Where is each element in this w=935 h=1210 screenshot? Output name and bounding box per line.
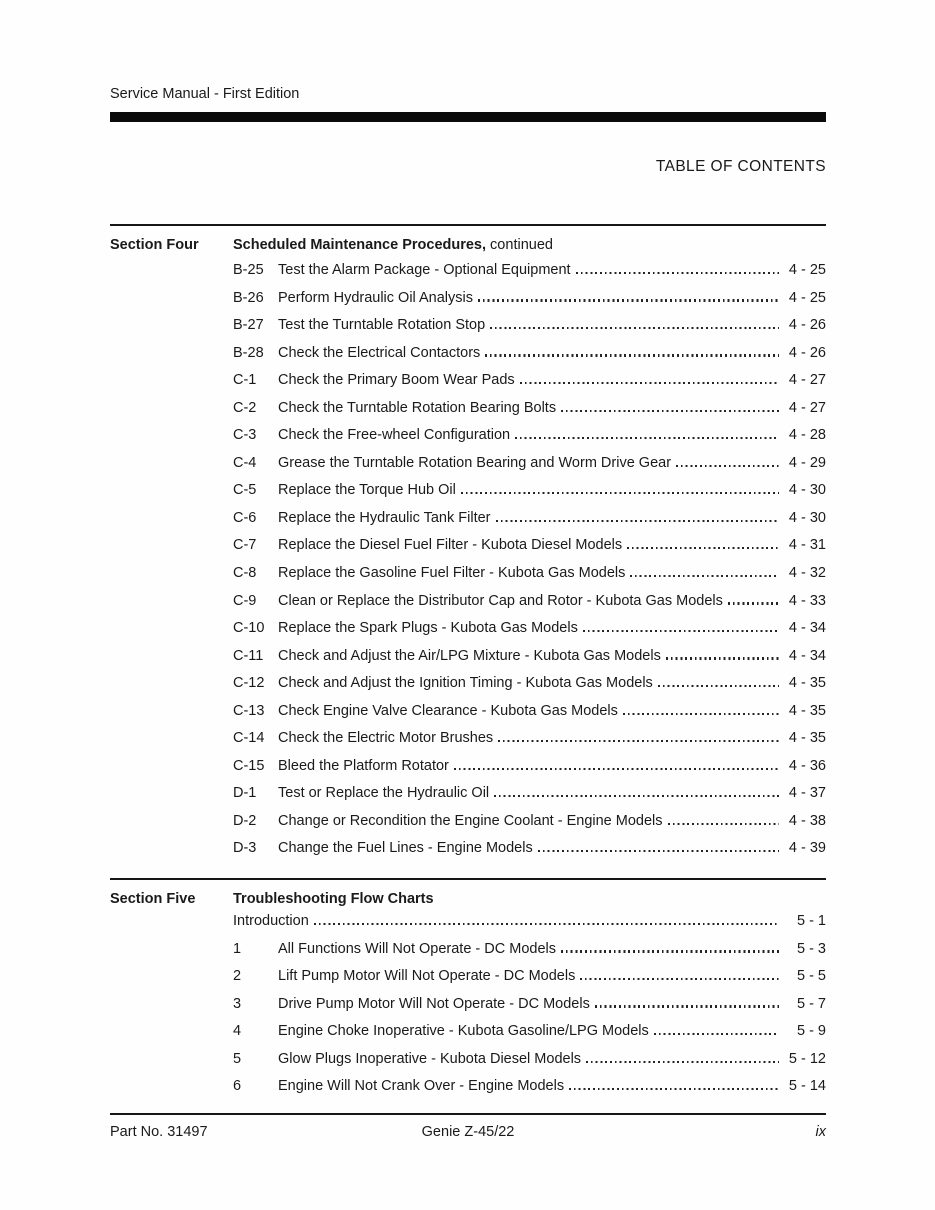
toc-item-title: Check the Turntable Rotation Bearing Bolts <box>278 399 557 416</box>
toc-item-id: C-9 <box>233 592 257 609</box>
dot-leader <box>668 823 780 825</box>
toc-item-title: Test the Turntable Rotation Stop <box>278 317 486 334</box>
toc-row <box>233 730 826 758</box>
toc-item-id: C-13 <box>233 702 265 719</box>
toc-item-page: 5 - 14 <box>788 1078 826 1095</box>
dot-leader <box>630 575 779 577</box>
page-footer <box>110 1124 826 1140</box>
header-divider-bar <box>110 112 826 122</box>
toc-item-id: C-1 <box>233 372 257 389</box>
toc-item-title: Introduction <box>233 913 309 929</box>
footer-rule <box>110 1113 826 1115</box>
dot-leader <box>586 1061 779 1063</box>
toc-item-id: 2 <box>233 968 242 985</box>
toc-item-page: 4 - 30 <box>788 482 826 499</box>
toc-item-id: 3 <box>233 995 242 1012</box>
toc-item-page: 4 - 25 <box>788 262 826 278</box>
dot-leader <box>569 1088 779 1090</box>
toc-item-title: Replace the Hydraulic Tank Filter <box>278 509 491 526</box>
toc-item-title: Check and Adjust the Air/LPG Mixture - Kubota Gas Models <box>278 647 661 664</box>
section-five-header <box>110 891 826 907</box>
toc-item-title: Replace the Diesel Fuel Filter - Kubota Diesel Models <box>278 537 623 554</box>
toc-row <box>233 758 826 786</box>
toc-item-id: C-10 <box>233 620 265 637</box>
toc-item-page: 4 - 27 <box>788 372 826 389</box>
toc-item-title: Drive Pump Motor Will Not Operate - DC Models <box>278 995 590 1012</box>
toc-item-id: 1 <box>233 940 242 957</box>
dot-leader <box>658 685 779 687</box>
toc-item-page: 5 - 3 <box>796 940 826 957</box>
toc-row <box>233 565 826 593</box>
toc-item-page: 4 - 31 <box>788 537 826 554</box>
toc-row <box>233 455 826 483</box>
dot-leader <box>515 437 779 439</box>
dot-leader <box>485 354 779 356</box>
toc-item-title: Grease the Turntable Rotation Bearing and Worm Drive Gear <box>278 454 672 471</box>
toc-item-title: Change the Fuel Lines - Engine Models <box>278 840 533 857</box>
toc-item-page: 4 - 32 <box>788 565 826 582</box>
toc-item-id: C-6 <box>233 509 257 526</box>
toc-item-id: C-4 <box>233 454 257 471</box>
toc-item-id: D-3 <box>233 840 257 857</box>
toc-item-page: 4 - 39 <box>788 840 826 857</box>
toc-item-page: 5 - 1 <box>796 913 826 929</box>
toc-row <box>233 427 826 455</box>
section-four-heading-suffix: continued <box>486 237 553 253</box>
toc-item-id: 5 <box>233 1050 242 1067</box>
toc-item-id: B-28 <box>233 344 264 361</box>
toc-row <box>233 290 826 318</box>
toc-item-title: Replace the Gasoline Fuel Filter - Kubota Gas Models <box>278 565 626 582</box>
toc-item-page: 4 - 34 <box>788 647 826 664</box>
dot-leader <box>627 547 779 549</box>
toc-item-page: 4 - 36 <box>788 757 826 774</box>
dot-leader <box>520 382 779 384</box>
toc-item-title: Engine Choke Inoperative - Kubota Gasoline/LPG Models <box>278 1023 649 1040</box>
footer-page-number: ix <box>815 1124 827 1140</box>
toc-item-title: Clean or Replace the Distributor Cap and Rotor - Kubota Gas Models <box>278 592 723 609</box>
toc-item-page: 5 - 9 <box>796 1023 826 1040</box>
toc-row <box>233 262 826 290</box>
toc-item-title: Check the Electric Motor Brushes <box>278 730 494 747</box>
page-title: TABLE OF CONTENTS <box>655 158 826 175</box>
toc-item-id: B-27 <box>233 317 264 334</box>
toc-item-page: 4 - 35 <box>788 730 826 747</box>
dot-leader <box>595 1005 779 1007</box>
toc-row <box>233 620 826 648</box>
toc-row <box>233 785 826 813</box>
toc-item-page: 4 - 35 <box>788 675 826 692</box>
footer-part-number: Part No. 31497 <box>110 1124 208 1140</box>
section-four-header <box>110 237 826 253</box>
dot-leader <box>538 850 779 852</box>
section-five-label: Section Five <box>110 891 196 907</box>
toc-item-title: Check the Electrical Contactors <box>278 344 481 361</box>
toc-item-page: 4 - 27 <box>788 399 826 416</box>
toc-item-title: Glow Plugs Inoperative - Kubota Diesel Models <box>278 1050 582 1067</box>
toc-item-page: 4 - 25 <box>788 289 826 306</box>
dot-leader <box>728 602 779 604</box>
toc-item-title: Change or Recondition the Engine Coolant - Engine Models <box>278 812 663 829</box>
toc-item-page: 5 - 7 <box>796 995 826 1012</box>
dot-leader <box>666 657 779 659</box>
toc-row <box>233 345 826 373</box>
toc-item-page: 4 - 35 <box>788 702 826 719</box>
dot-leader <box>314 923 779 925</box>
toc-row <box>233 1023 826 1051</box>
toc-item-page: 4 - 29 <box>788 454 826 471</box>
toc-item-page: 4 - 26 <box>788 344 826 361</box>
toc-item-page: 4 - 28 <box>788 427 826 444</box>
toc-item-title: All Functions Will Not Operate - DC Models <box>278 940 556 957</box>
toc-row <box>233 968 826 996</box>
toc-item-id: C-2 <box>233 399 257 416</box>
section-four-items <box>233 262 826 868</box>
toc-item-id: B-26 <box>233 289 264 306</box>
dot-leader <box>498 740 779 742</box>
toc-item-title: Bleed the Platform Rotator <box>278 757 449 774</box>
header-edition-label: Service Manual - First Edition <box>110 86 300 102</box>
toc-row <box>233 400 826 428</box>
toc-item-id: C-5 <box>233 482 257 499</box>
toc-item-id: C-12 <box>233 675 265 692</box>
toc-row <box>233 813 826 841</box>
toc-row <box>233 703 826 731</box>
toc-item-page: 4 - 34 <box>788 620 826 637</box>
dot-leader <box>454 768 779 770</box>
toc-item-page: 5 - 5 <box>796 968 826 985</box>
toc-row <box>233 941 826 969</box>
toc-item-id: C-15 <box>233 757 265 774</box>
toc-item-id: 6 <box>233 1078 242 1095</box>
toc-item-id: D-1 <box>233 785 257 802</box>
section-four-label: Section Four <box>110 237 199 253</box>
dot-leader <box>478 299 779 301</box>
dot-leader <box>576 272 779 274</box>
toc-item-page: 5 - 12 <box>788 1050 826 1067</box>
dot-leader <box>490 327 779 329</box>
toc-row <box>233 1051 826 1079</box>
toc-row <box>233 510 826 538</box>
toc-item-id: C-11 <box>233 647 264 664</box>
toc-row <box>233 372 826 400</box>
section-five-heading: Troubleshooting Flow Charts <box>233 891 434 907</box>
toc-item-page: 4 - 30 <box>788 509 826 526</box>
toc-row <box>233 482 826 510</box>
toc-item-id: 4 <box>233 1023 242 1040</box>
section-four-heading: Scheduled Maintenance Procedures, <box>233 237 487 253</box>
toc-item-title: Check and Adjust the Ignition Timing - Kubota Gas Models <box>278 675 653 692</box>
toc-item-page: 4 - 38 <box>788 812 826 829</box>
footer-model-name: Genie Z-45/22 <box>421 1124 515 1140</box>
dot-leader <box>561 950 779 952</box>
dot-leader <box>580 978 779 980</box>
toc-row <box>233 317 826 345</box>
toc-row <box>233 913 826 941</box>
dot-leader <box>561 410 779 412</box>
toc-item-title: Replace the Spark Plugs - Kubota Gas Models <box>278 620 578 637</box>
toc-item-id: C-3 <box>233 427 257 444</box>
toc-item-title: Check the Primary Boom Wear Pads <box>278 372 515 389</box>
dot-leader <box>494 795 779 797</box>
toc-item-id: C-8 <box>233 565 257 582</box>
toc-item-id: B-25 <box>233 262 264 278</box>
section-four-rule <box>110 224 826 226</box>
toc-row <box>233 996 826 1024</box>
toc-item-id: C-14 <box>233 730 265 747</box>
toc-item-page: 4 - 37 <box>788 785 826 802</box>
dot-leader <box>676 465 779 467</box>
toc-item-page: 4 - 26 <box>788 317 826 334</box>
section-five-items <box>233 913 826 1106</box>
dot-leader <box>461 492 779 494</box>
toc-item-title: Test the Alarm Package - Optional Equipment <box>278 262 571 278</box>
toc-item-id: C-7 <box>233 537 257 554</box>
toc-item-title: Replace the Torque Hub Oil <box>278 482 456 499</box>
section-five-rule <box>110 878 826 880</box>
toc-row <box>233 840 826 868</box>
toc-item-title: Lift Pump Motor Will Not Operate - DC Models <box>278 968 576 985</box>
toc-item-title: Check Engine Valve Clearance - Kubota Gas Models <box>278 702 618 719</box>
toc-item-title: Perform Hydraulic Oil Analysis <box>278 289 473 306</box>
toc-item-title: Engine Will Not Crank Over - Engine Models <box>278 1078 565 1095</box>
toc-item-id: D-2 <box>233 812 257 829</box>
toc-item-page: 4 - 33 <box>788 592 826 609</box>
toc-item-title: Check the Free-wheel Configuration <box>278 427 511 444</box>
toc-row <box>233 537 826 565</box>
toc-row <box>233 675 826 703</box>
toc-row <box>233 1078 826 1106</box>
toc-row <box>233 593 826 621</box>
dot-leader <box>583 630 779 632</box>
dot-leader <box>496 520 780 522</box>
toc-row <box>233 648 826 676</box>
toc-item-title: Test or Replace the Hydraulic Oil <box>278 785 490 802</box>
dot-leader <box>654 1033 779 1035</box>
dot-leader <box>623 713 779 715</box>
